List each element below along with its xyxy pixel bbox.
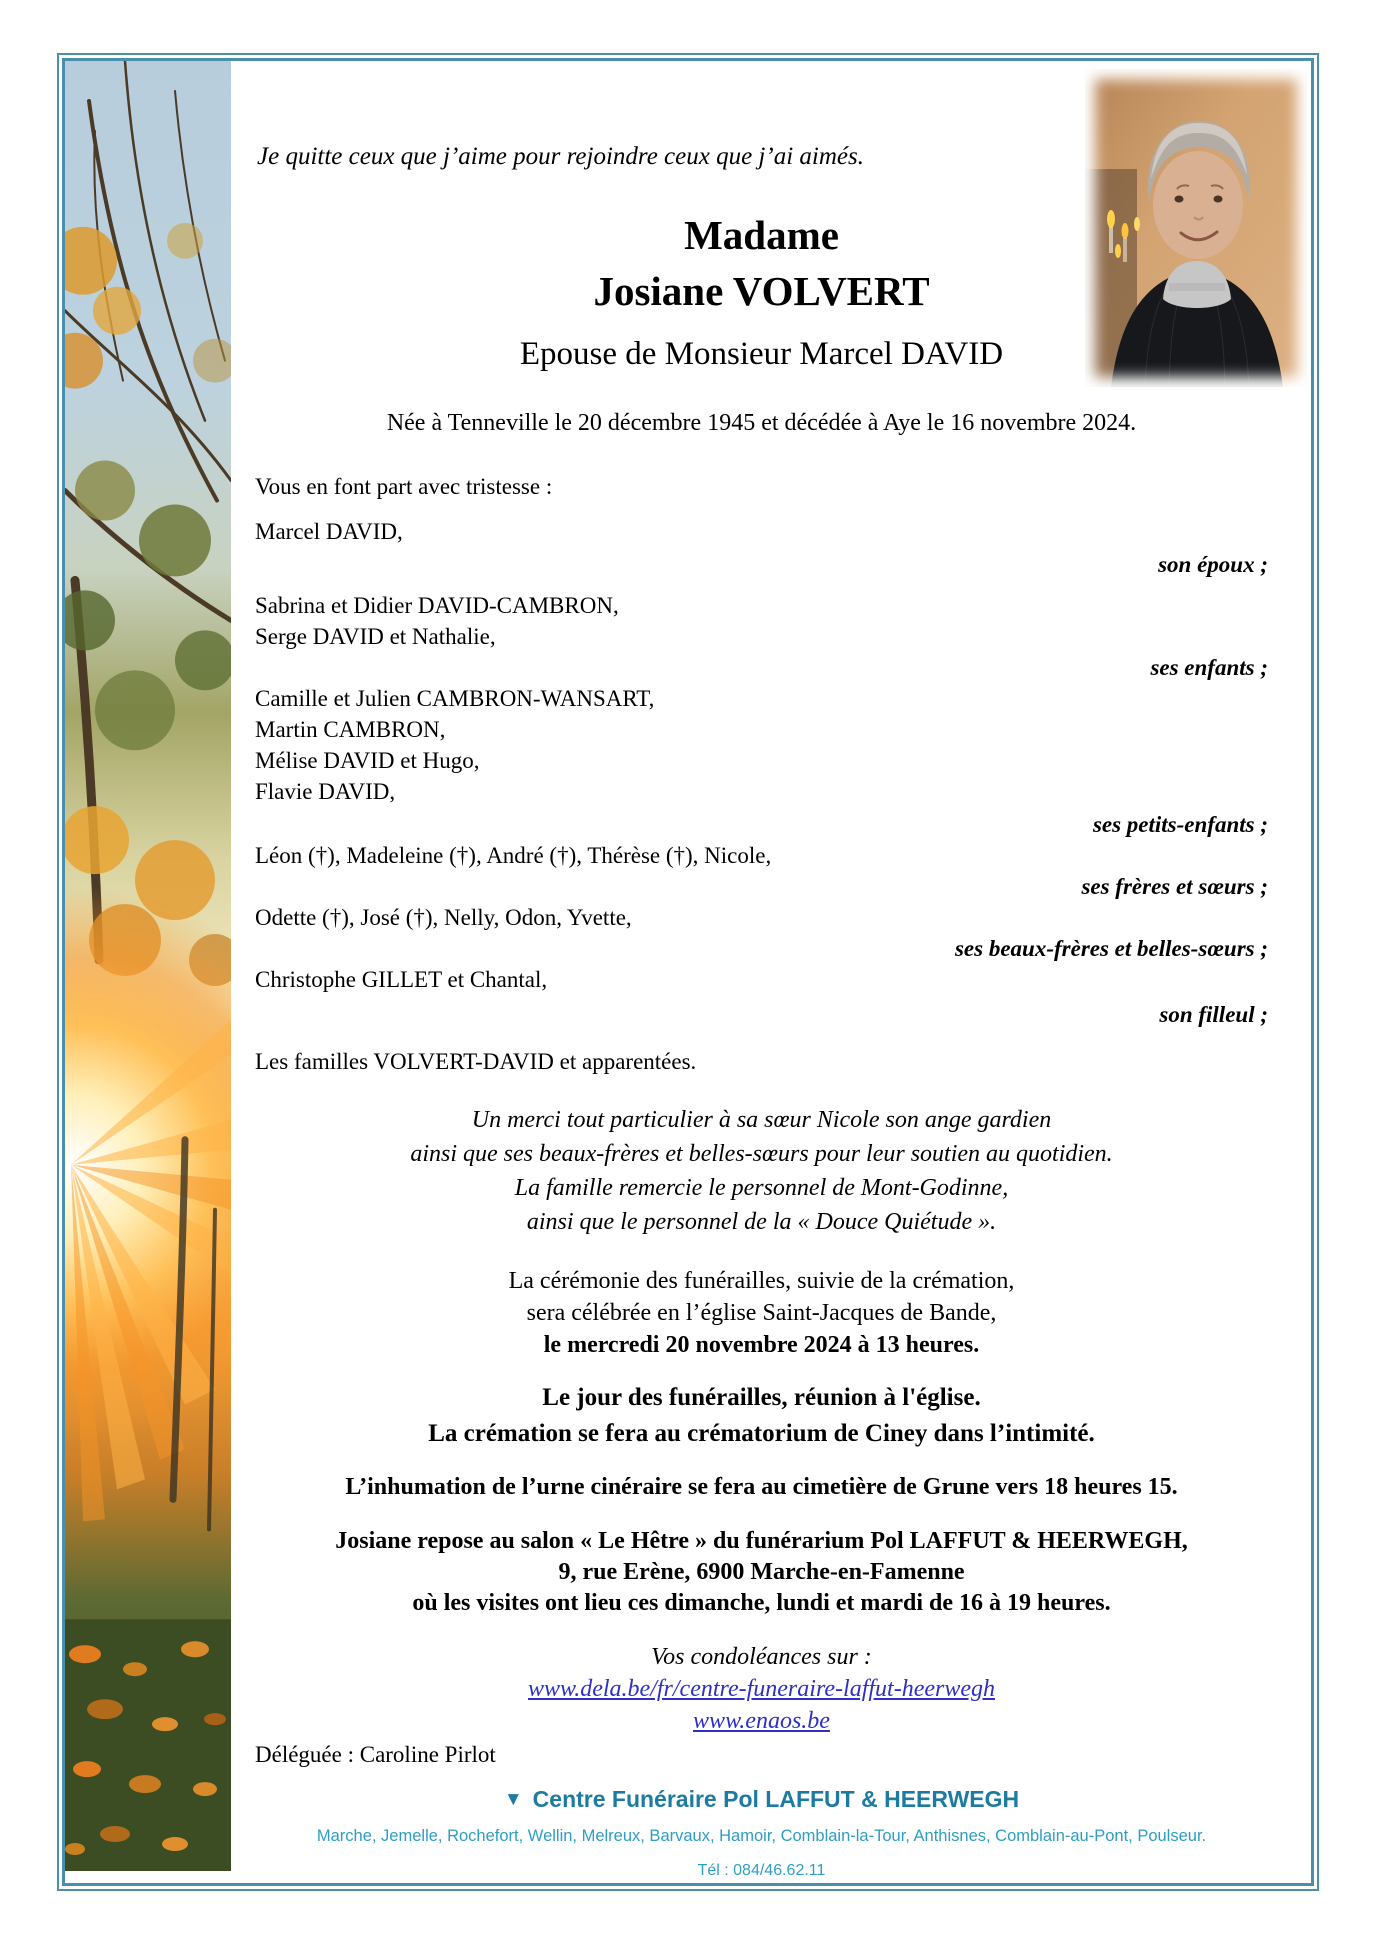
ceremony-line: La cérémonie des funérailles, suivie de la crémation, — [508, 1268, 1015, 1294]
families-line: Les familles VOLVERT-DAVID et apparentées. — [255, 1049, 697, 1074]
deceased-name: Josiane VOLVERT — [593, 268, 930, 314]
announcement-intro: Vous en font part avec tristesse : — [255, 474, 553, 499]
family-relation: ses beaux-frères et belles-sœurs ; — [954, 936, 1268, 961]
main-content — [255, 61, 1268, 1881]
family-relation: son époux ; — [1158, 552, 1268, 577]
family-name: Camille et Julien CAMBRON-WANSART, — [255, 686, 655, 711]
thanks-paragraph — [255, 1103, 1268, 1239]
family-name: Marcel DAVID, — [255, 519, 403, 544]
thanks-line: Un merci tout particulier à sa sœur Nicole son ange gardien — [471, 1107, 1052, 1133]
family-relation: son filleul ; — [1159, 1002, 1268, 1027]
repose-line: 9, rue Erène, 6900 Marche-en-Famenne — [558, 1559, 965, 1585]
repose-paragraph — [255, 1526, 1268, 1619]
card-frame-inner — [62, 58, 1314, 1886]
condolences-link-wrap — [255, 1673, 1268, 1705]
funeral-home-phone: Tél : 084/46.62.11 — [697, 1862, 826, 1879]
family-name: Serge DAVID et Nathalie, — [255, 624, 496, 649]
condolences-label: Vos condoléances sur : — [651, 1644, 872, 1670]
family-name: Léon (†), Madeleine (†), André (†), Thérèse (†), Nicole, — [255, 843, 772, 868]
thanks-line: ainsi que ses beaux-frères et belles-sœurs pour leur soutien au quotidien. — [410, 1141, 1113, 1167]
autumn-photo — [65, 61, 231, 1871]
ceremony-line: sera célébrée en l’église Saint-Jacques de Bande, — [526, 1300, 997, 1326]
thanks-line: La famille remercie le personnel de Mont-Godinne, — [514, 1175, 1009, 1201]
card-frame — [57, 53, 1319, 1891]
family-relation: ses enfants ; — [1150, 655, 1268, 680]
family-name: Christophe GILLET et Chantal, — [255, 967, 548, 992]
title-madame: Madame — [684, 212, 839, 258]
cremation-line: La crémation se fera au crématorium de Ciney dans l’intimité. — [428, 1420, 1095, 1447]
repose-line: où les visites ont lieu ces dimanche, lundi et mardi de 16 à 19 heures. — [412, 1590, 1111, 1616]
ceremony-paragraph — [255, 1265, 1268, 1361]
repose-line: Josiane repose au salon « Le Hêtre » du funérarium Pol LAFFUT & HEERWEGH, — [335, 1528, 1188, 1554]
meeting-line: Le jour des funérailles, réunion à l'église. — [542, 1384, 981, 1411]
funeral-home-name: Centre Funéraire Pol LAFFUT & HEERWEGH — [532, 1786, 1020, 1812]
condolences-link-wrap — [255, 1705, 1268, 1737]
down-triangle-icon: ▼ — [503, 1789, 523, 1810]
funeral-home-locations: Marche, Jemelle, Rochefort, Wellin, Melreux, Barvaux, Hamoir, Comblain-la-Tour, Anthisnes, Comblain-au-Pont, Poulseur. — [316, 1827, 1207, 1845]
spouse-line: Epouse de Monsieur Marcel DAVID — [519, 336, 1004, 372]
family-name: Mélise DAVID et Hugo, — [255, 748, 480, 773]
family-name: Sabrina et Didier DAVID-CAMBRON, — [255, 593, 619, 618]
condolences-link-enaos[interactable]: www.enaos.be — [693, 1708, 830, 1734]
inhumation-line: L’inhumation de l’urne cinéraire se fera au cimetière de Grune vers 18 heures 15. — [345, 1474, 1178, 1500]
family-name: Odette (†), José (†), Nelly, Odon, Yvette, — [255, 905, 632, 930]
family-name: Martin CAMBRON, — [255, 717, 446, 742]
family-name: Flavie DAVID, — [255, 779, 396, 804]
delegate-line: Déléguée : Caroline Pirlot — [255, 1742, 496, 1767]
ceremony-date-line: le mercredi 20 novembre 2024 à 13 heures. — [543, 1332, 980, 1358]
funeral-home-brand — [255, 1784, 1268, 1815]
thanks-line: ainsi que le personnel de la « Douce Quiétude ». — [526, 1209, 997, 1235]
opening-quote: Je quitte ceux que j’aime pour rejoindre ceux que j’ai aimés. — [257, 143, 864, 170]
life-dates: Née à Tenneville le 20 décembre 1945 et décédée à Aye le 16 novembre 2024. — [386, 410, 1137, 436]
family-relation: ses frères et sœurs ; — [1081, 874, 1268, 899]
condolences-link-dela[interactable]: www.dela.be/fr/centre-funeraire-laffut-heerwegh — [527, 1676, 995, 1702]
family-relation: ses petits-enfants ; — [1092, 812, 1268, 837]
